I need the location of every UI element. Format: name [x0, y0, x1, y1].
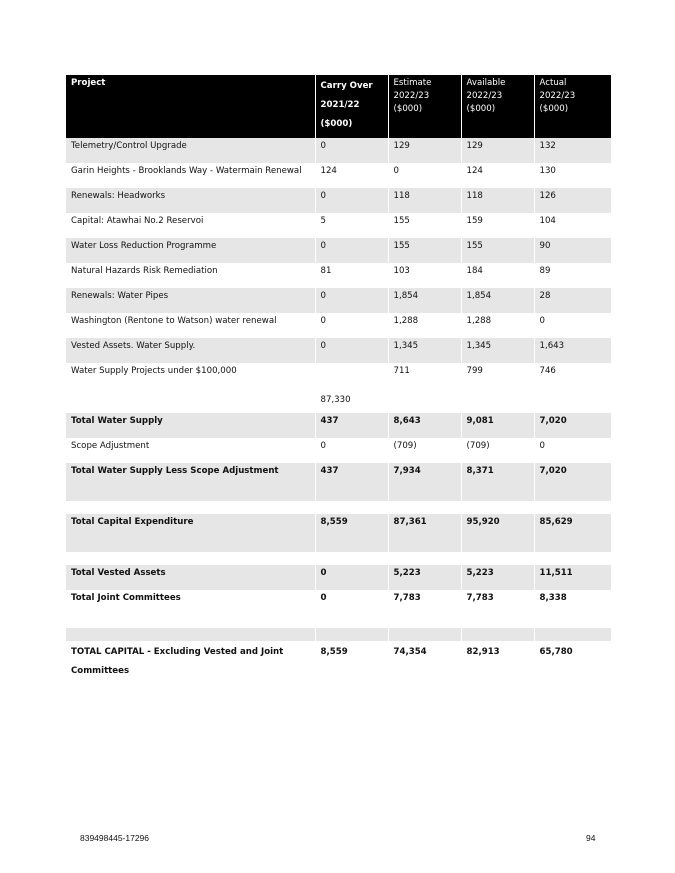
cell-actual: 126: [534, 188, 611, 213]
cell-actual: 7,020: [534, 463, 611, 488]
cell-available: 82,913: [461, 641, 534, 683]
cell-available: 184: [461, 263, 534, 288]
spacer-cell: [534, 539, 611, 552]
cell-available: 159: [461, 213, 534, 238]
header-actual-line-2: 2022/23: [539, 91, 576, 101]
cell-project: Garin Heights - Brooklands Way - Watermain Renewal: [66, 163, 315, 188]
cell-estimate: 155: [388, 238, 461, 263]
header-actual-line-1: Actual: [539, 78, 567, 88]
cell-estimate: 87,361: [388, 514, 461, 539]
cell-carry-over: 437: [315, 413, 388, 438]
cell-carry-over: 0: [315, 238, 388, 263]
cell-actual: 11,511: [534, 565, 611, 590]
cell-estimate: 7,934: [388, 463, 461, 488]
cell-project: Total Water Supply Less Scope Adjustment: [66, 463, 315, 488]
spacer-cell: [534, 615, 611, 628]
cell-carry-over: 81: [315, 263, 388, 288]
cell-available: 1,854: [461, 288, 534, 313]
cell-project: Vested Assets. Water Supply.: [66, 338, 315, 363]
header-carry-line-1: Carry Over: [320, 81, 373, 91]
table-body: [66, 138, 611, 683]
table-spacer-row: [66, 552, 611, 565]
cell-available: 799: [461, 363, 534, 413]
table-row-total: [66, 565, 611, 590]
cell-carry-over: 0: [315, 590, 388, 615]
cell-available: 118: [461, 188, 534, 213]
cell-estimate: 1,288: [388, 313, 461, 338]
cell-estimate: (709): [388, 438, 461, 463]
cell-carry-over: 0: [315, 188, 388, 213]
cell-carry-over: 8,559: [315, 514, 388, 539]
header-actual: [534, 75, 611, 138]
cell-carry-over: 5: [315, 213, 388, 238]
header-estimate-line-3: ($000): [393, 104, 423, 114]
cell-estimate: 74,354: [388, 641, 461, 683]
cell-carry-over: 87,330: [315, 363, 388, 413]
cell-actual: 104: [539, 216, 556, 226]
header-project: [66, 75, 315, 138]
cell-available: 129: [461, 138, 534, 163]
table-spacer-row: [66, 615, 611, 628]
cell-actual: 0: [539, 441, 545, 451]
cell-estimate: 118: [388, 188, 461, 213]
header-estimate-line-1: Estimate: [393, 78, 432, 88]
cell-actual: 132: [534, 138, 611, 163]
cell-actual: 7,020: [534, 413, 611, 438]
spacer-cell: [66, 615, 315, 628]
spacer-cell: [534, 501, 611, 514]
spacer-cell: [66, 628, 315, 641]
cell-estimate: 0: [388, 163, 461, 188]
cell-available: 5,223: [461, 565, 534, 590]
cell-actual: 90: [534, 238, 611, 263]
table-spacer-row: [66, 488, 611, 501]
table-row: [66, 213, 611, 238]
spacer-cell: [388, 501, 461, 514]
cell-actual: 0: [539, 316, 545, 326]
footer-document-id: 839498445-17296: [80, 833, 150, 843]
cell-project: Water Loss Reduction Programme: [66, 238, 315, 263]
cell-estimate: 5,223: [388, 565, 461, 590]
spacer-cell: [66, 501, 315, 514]
spacer-cell: [66, 488, 315, 501]
spacer-cell: [461, 552, 534, 565]
table-spacer-row: [66, 539, 611, 552]
cell-project: Washington (Rentone to Watson) water renewal: [66, 313, 315, 338]
header-actual-line-3: ($000): [539, 104, 569, 114]
cell-carry-over: 124: [315, 163, 388, 188]
cell-available: 8,371: [461, 463, 534, 488]
cell-estimate: 129: [388, 138, 461, 163]
cell-estimate: 7,783: [388, 590, 461, 615]
cell-available: 7,783: [461, 590, 534, 615]
table-row: [66, 338, 611, 363]
table-header: [66, 75, 611, 138]
cell-carry-over: 437: [315, 463, 388, 488]
cell-available: 95,920: [461, 514, 534, 539]
header-available: [461, 75, 534, 138]
table-row: [66, 188, 611, 213]
spacer-cell: [461, 488, 534, 501]
cell-project: Total Water Supply: [66, 413, 315, 438]
table-row: [66, 438, 611, 463]
cell-project: TOTAL CAPITAL - Excluding Vested and Joint Committees: [66, 641, 315, 683]
spacer-cell: [461, 501, 534, 514]
header-row: [66, 75, 611, 138]
cell-estimate: 103: [388, 263, 461, 288]
cell-available: 9,081: [461, 413, 534, 438]
cell-actual: 89: [539, 266, 551, 276]
cell-actual: 65,780: [539, 647, 573, 657]
spacer-cell: [534, 628, 611, 641]
cell-available: 1,288: [461, 313, 534, 338]
table-row-total: [66, 514, 611, 539]
cell-actual: 28: [534, 288, 611, 313]
table-row: [66, 313, 611, 338]
cell-actual: 85,629: [534, 514, 611, 539]
capital-projects-table: [66, 75, 611, 683]
footer-page-number: 94: [586, 833, 596, 843]
cell-available: 155: [461, 238, 534, 263]
spacer-cell: [534, 488, 611, 501]
spacer-cell: [315, 539, 388, 552]
table-spacer-row: [66, 501, 611, 514]
cell-carry-over: 0: [315, 138, 388, 163]
table-row: [66, 263, 611, 288]
table-row: [66, 288, 611, 313]
cell-project: Total Vested Assets: [66, 565, 315, 590]
cell-carry-over: 0: [315, 288, 388, 313]
spacer-cell: [534, 552, 611, 565]
cell-estimate: 711: [388, 363, 461, 413]
cell-project: Capital: Atawhai No.2 Reservoi: [66, 213, 315, 238]
cell-project: Renewals: Water Pipes: [66, 288, 315, 313]
cell-actual: 8,338: [539, 593, 567, 603]
cell-project: Natural Hazards Risk Remediation: [66, 263, 315, 288]
cell-project: Scope Adjustment: [66, 438, 315, 463]
cell-carry-over: 0: [315, 565, 388, 590]
cell-actual: 130: [539, 166, 556, 176]
header-available-line-3: ($000): [466, 104, 496, 114]
table-row-total: [66, 413, 611, 438]
cell-carry-over: 0: [315, 438, 388, 463]
table-spacer-row: [66, 628, 611, 641]
spacer-cell: [388, 552, 461, 565]
cell-available: 124: [461, 163, 534, 188]
spacer-cell: [388, 539, 461, 552]
cell-project: Water Supply Projects under $100,000: [66, 363, 315, 413]
cell-estimate: 155: [388, 213, 461, 238]
header-estimate-line-2: 2022/23: [393, 91, 430, 101]
table-row-total: [66, 590, 611, 615]
table-row: [66, 363, 611, 413]
cell-estimate: 8,643: [388, 413, 461, 438]
table-row: [66, 138, 611, 163]
spacer-cell: [315, 628, 388, 641]
spacer-cell: [315, 488, 388, 501]
cell-available: (709): [461, 438, 534, 463]
cell-actual: 746: [539, 366, 556, 376]
cell-carry-over: 8,559: [315, 641, 388, 683]
header-carry-over: [315, 75, 388, 138]
spacer-cell: [388, 488, 461, 501]
header-available-line-2: 2022/23: [466, 91, 503, 101]
cell-project: Telemetry/Control Upgrade: [66, 138, 315, 163]
cell-project: Renewals: Headworks: [66, 188, 315, 213]
spacer-cell: [388, 628, 461, 641]
header-project-label: Project: [71, 78, 106, 88]
cell-project: Total Joint Committees: [66, 590, 315, 615]
header-carry-line-2: 2021/22: [320, 100, 360, 110]
cell-available: 1,345: [461, 338, 534, 363]
spacer-cell: [461, 628, 534, 641]
table-row-total: [66, 463, 611, 488]
cell-project: Total Capital Expenditure: [66, 514, 315, 539]
table-row-grand-total: [66, 641, 611, 683]
cell-estimate: 1,345: [388, 338, 461, 363]
cell-carry-over: 0: [315, 338, 388, 363]
cell-estimate: 1,854: [388, 288, 461, 313]
header-carry-line-3: ($000): [320, 119, 353, 129]
spacer-cell: [461, 615, 534, 628]
table-row: [66, 238, 611, 263]
table-row: [66, 163, 611, 188]
spacer-cell: [66, 539, 315, 552]
cell-carry-over: 0: [315, 313, 388, 338]
header-estimate: [388, 75, 461, 138]
spacer-cell: [461, 539, 534, 552]
header-available-line-1: Available: [466, 78, 506, 88]
spacer-cell: [315, 552, 388, 565]
spacer-cell: [315, 615, 388, 628]
cell-actual: 1,643: [534, 338, 611, 363]
spacer-cell: [66, 552, 315, 565]
spacer-cell: [315, 501, 388, 514]
spacer-cell: [388, 615, 461, 628]
